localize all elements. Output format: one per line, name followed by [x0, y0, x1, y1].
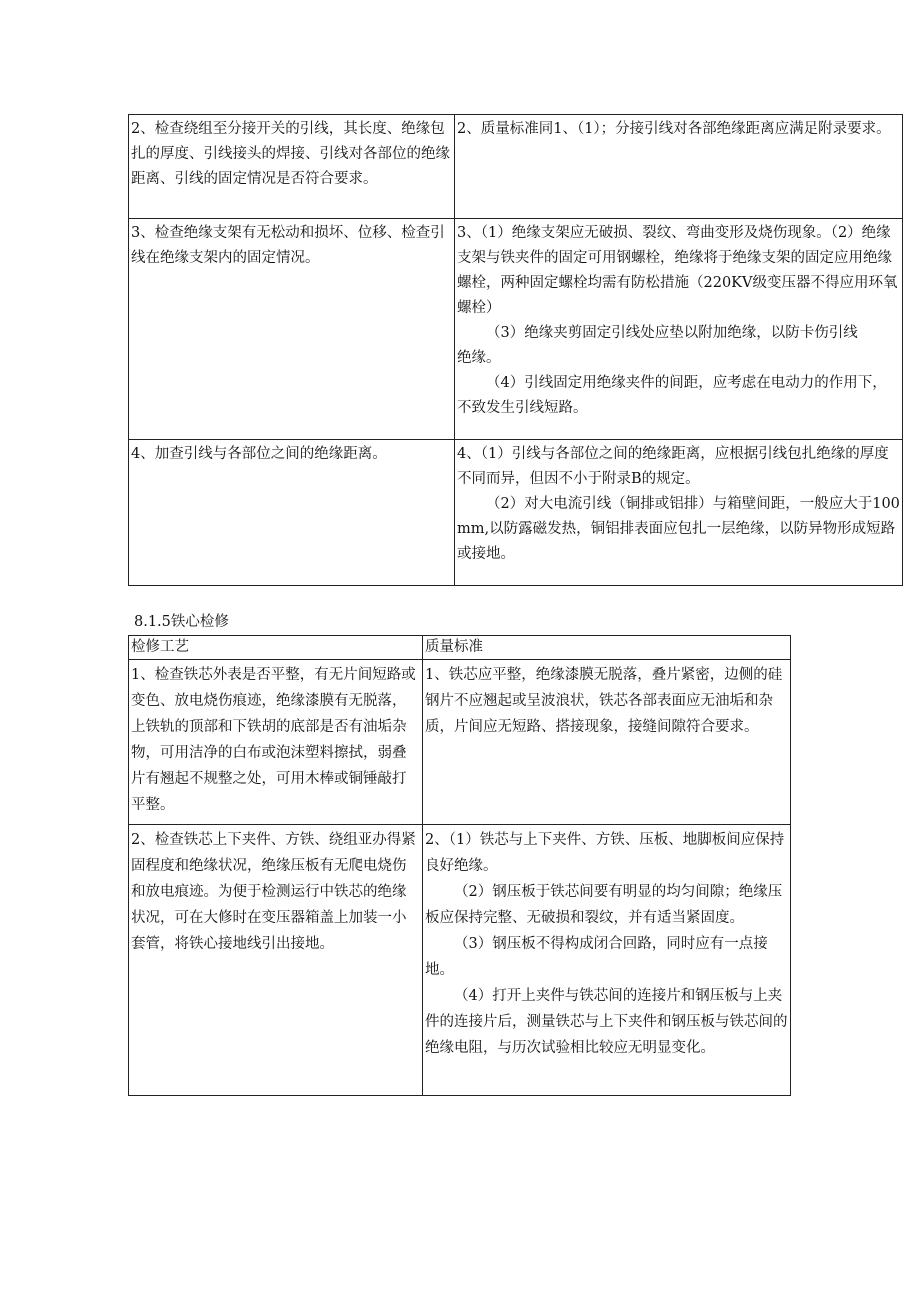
cell-text: 1、检查铁芯外表是否平整，有无片间短路或变色、放电烧伤痕迹，绝缘漆膜有无脱落，上铁轨的顶部和下铁胡的底部是否有油垢杂物，可用洁净的白布或泡沫塑料擦拭，弱叠片有翘起不规整之处，可用木棒或铜锤敲打平整。: [131, 667, 416, 813]
cell-text: 绝缘。: [457, 350, 501, 366]
table-row: [129, 825, 791, 1096]
standard-cell: [455, 219, 903, 440]
cell-text: 3、检查绝缘支架有无松动和损坏、位移、检查引线在绝缘支架内的固定情况。: [131, 225, 445, 266]
process-cell: [129, 825, 423, 1096]
table-row: [129, 660, 791, 825]
process-cell: [129, 219, 455, 440]
standard-cell: [423, 660, 791, 825]
cell-text: （2）钢压板于铁芯间要有明显的均匀间隙；绝缘压板应保持完整、无破损和裂纹，并有适当紧固度。: [425, 884, 783, 926]
cell-text: （3）绝缘夹剪固定引线处应垫以附加绝缘，以防卡伤引线: [486, 325, 858, 341]
cell-text: （4）引线固定用绝缘夹件的间距，应考虑在电动力的作用下，不致发生引线短路。: [457, 375, 887, 416]
table-header-row: [129, 636, 791, 660]
cell-text: 4、加查引线与各部位之间的绝缘距离。: [131, 446, 387, 462]
cell-text: 4、（1）引线与各部位之间的绝缘距离，应根据引线包扎绝缘的厚度不同而异，但因不小于附录B的规定。: [457, 446, 889, 487]
cell-text: 2、检查绕组至分接开关的引线，其长度、绝缘包扎的厚度、引线接头的焊接、引线对各部位的绝缘距离、引线的固定情况是否符合要求。: [131, 121, 450, 187]
process-cell: [129, 115, 455, 219]
process-cell: [129, 660, 423, 825]
cell-text: 2、（1）铁芯与上下夹件、方铁、压板、地脚板间应保持良好绝缘。: [425, 832, 785, 874]
cell-text: 2、质量标准同1、（1）；分接引线对各部绝缘距离应满足附录要求。: [457, 121, 891, 137]
process-cell: [129, 440, 455, 586]
repair-table-leads: [128, 114, 903, 586]
cell-text: 3、（1）绝缘支架应无破损、裂纹、弯曲变形及烧伤现象。（2）绝缘支架与铁夹件的固定可用钢螺栓，绝缘将于绝缘支架的固定应用绝缘螺栓，两种固定螺栓均需有防松措施（220KV级变压器不得应用环氧螺栓）: [457, 225, 898, 316]
header-process: 检修工艺: [129, 636, 423, 660]
cell-text: 1、铁芯应平整，绝缘漆膜无脱落，叠片紧密，边侧的硅钢片不应翘起或呈波浪状，铁芯各部表面应无油垢和杂质，片间应无短路、搭接现象，接缝间隙符合要求。: [425, 667, 783, 735]
table-row: [129, 440, 903, 586]
section-title: 8.1.5铁心检修: [134, 614, 229, 630]
header-standard: 质量标准: [423, 636, 791, 660]
standard-cell: [455, 440, 903, 586]
cell-text: （3）钢压板不得构成闭合回路，同时应有一点接地。: [425, 936, 768, 978]
table-row: [129, 115, 903, 219]
standard-cell: [455, 115, 903, 219]
standard-cell: [423, 825, 791, 1096]
cell-text: （2）对大电流引线（铜排或铝排）与箱壁间距，一般应大于100mm,以防露磁发热，铜铝排表面应包扎一层绝缘，以防异物形成短路或接地。: [457, 496, 900, 562]
cell-text: （4）打开上夹件与铁芯间的连接片和钢压板与上夹件的连接片后，测量铁芯与上下夹件和钢压板与铁芯间的绝缘电阻，与历次试验相比较应无明显变化。: [425, 988, 788, 1056]
table-row: [129, 219, 903, 440]
repair-table-core: [128, 635, 791, 1096]
cell-text: 2、检查铁芯上下夹件、方铁、绕组亚办得紧固程度和绝缘状况，绝缘压板有无爬电烧伤和放电痕迹。为便于检测运行中铁芯的绝缘状况，可在大修时在变压器箱盖上加装一小套管，将铁心接地线引出接地。: [131, 832, 416, 952]
